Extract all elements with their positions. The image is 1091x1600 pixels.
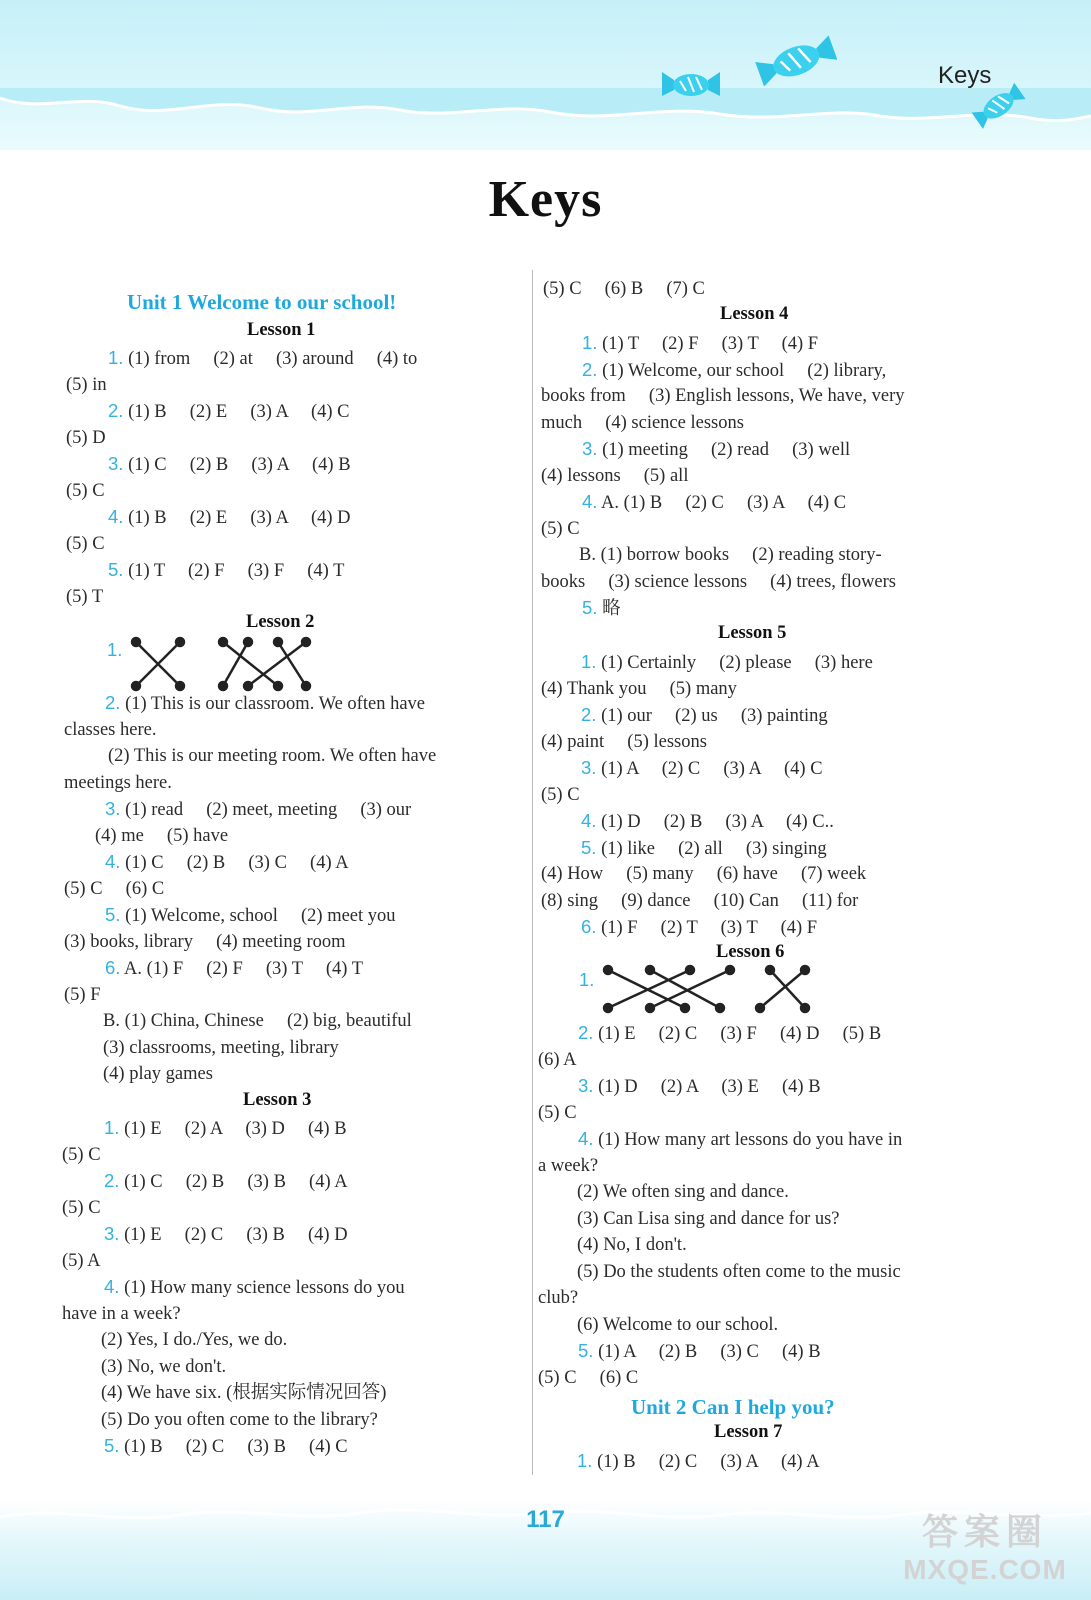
question-number: 3. [105,798,121,819]
answer-line [64,876,164,902]
question-number: 5. [104,1435,120,1456]
answer-line [66,425,106,451]
match-dot [176,638,184,646]
lesson-heading: Lesson 7 [714,1422,783,1442]
answer-line [62,1301,181,1327]
question-number: 4. [582,491,598,512]
answer-line [541,569,896,595]
answer-line [541,782,580,808]
answer-line [108,504,351,531]
answer-text: (1) C (2) B (3) C (4) A [120,853,349,873]
answer-line [577,1259,901,1285]
answer-line [108,557,344,584]
match-dot [681,1004,689,1012]
answer-text: (6) Welcome to our school. [577,1314,779,1335]
answer-text: (4) No, I don't. [577,1235,687,1255]
lesson-heading: Lesson 3 [243,1090,312,1110]
answer-text: (1) like (2) all (3) singing [596,838,827,859]
match-dot [244,682,252,690]
answer-line [577,1312,778,1338]
answer-text: (1) our (2) us (3) painting [596,706,828,726]
match-dot [726,966,734,974]
answer-text: (1) meeting (2) read (3) well [597,440,851,460]
answer-text: (1) T (2) F (3) T (4) F [597,334,819,354]
answer-line [105,796,411,823]
answer-line [577,1206,840,1232]
question-number: 3. [582,438,598,459]
answer-text: books from (3) English lessons, We have, very [541,386,905,406]
match-dot [756,1004,764,1012]
match-dot [219,638,227,646]
question-number: 3. [108,453,124,474]
answer-text: (1) E (2) C (3) B (4) D [119,1225,348,1245]
answer-text: (5) C [538,1102,577,1123]
answer-text: classes here. [64,719,157,740]
answer-line [538,1100,577,1126]
running-header: Keys [938,62,992,89]
answer-text: a week? [538,1155,599,1176]
question-number: 1. [107,639,123,660]
question-number: 5. [581,836,597,858]
answer-line [579,542,882,568]
answer-line [578,1338,821,1365]
answer-line [582,595,621,622]
answer-text: (3) books, library (4) meeting room [64,931,346,952]
lesson-heading: Lesson 4 [720,304,789,324]
answer-line [538,1285,578,1311]
answer-text: (1) read (2) meet, meeting (3) our [120,800,412,820]
answer-line [64,770,172,796]
answer-text: (1) F (2) T (3) T (4) F [596,918,818,938]
answer-text: (1) D (2) A (3) E (4) B [593,1077,821,1097]
answer-line [104,1433,348,1460]
answer-line [581,835,827,862]
lesson-heading: Lesson 5 [718,623,787,643]
answer-text: (5) Do the students often come to the music [577,1261,901,1282]
answer-text: (6) A [538,1049,577,1070]
answer-line [101,1327,287,1353]
answer-text: (1) How many science lessons do you [119,1278,405,1298]
answer-line [582,357,886,384]
answer-text: (5) A [62,1250,101,1271]
answer-text: (4) play games [103,1064,213,1084]
answer-text: A. (1) F (2) F (3) T (4) T [120,959,363,979]
answer-text: (1) Welcome, school (2) meet you [120,906,396,926]
question-number: 2. [108,400,124,421]
candy-icon [755,34,837,86]
answer-text: (5) Do you often come to the library? [101,1409,378,1430]
match-dot [274,638,282,646]
answer-text: (2) This is our meeting room. We often have [108,746,437,766]
answer-line [66,584,103,610]
match-dot [302,682,310,690]
lesson-heading: Lesson 1 [247,320,316,340]
answer-text: (3) Can Lisa sing and dance for us? [577,1208,840,1229]
match-dot [646,1004,654,1012]
answer-line [62,1195,101,1221]
question-number: 1. [582,332,598,353]
answer-line [581,755,823,782]
question-number: 3. [104,1223,120,1244]
answer-text: (8) sing (9) dance (10) Can (11) for [541,890,859,911]
answer-line [578,1020,881,1047]
answer-text: (5) C [66,533,105,554]
candy-icon [660,64,722,104]
answer-line [541,383,905,409]
answer-text: (4) me (5) have [95,825,229,846]
match-dot [646,966,654,974]
answer-line [101,1354,226,1380]
answer-line [538,1047,577,1073]
answer-text: (5) C (6) C [64,878,165,899]
answer-line [582,489,846,516]
question-number: 4. [581,810,597,831]
answer-text: (3) No, we don't. [101,1356,227,1377]
question-number: 2. [105,692,121,713]
question-number: 5. [578,1340,594,1361]
answer-line [541,861,866,887]
answer-text: (1) T (2) F (3) F (4) T [123,561,345,581]
question-number: 2. [104,1170,120,1191]
match-dot [132,682,140,690]
answer-text: (1) C (2) B (3) B (4) A [119,1172,348,1192]
lesson-heading: Lesson 2 [246,612,315,632]
question-number: 1. [108,347,124,368]
question-number: 1. [577,1450,593,1471]
answer-line [108,743,436,769]
question-number: 1. [581,651,597,672]
match-dot [274,682,282,690]
watermark: 答案圈 MXQE.COM [903,1511,1067,1585]
answer-line [541,410,744,436]
answer-text: (1) from (2) at (3) around (4) to [123,349,418,369]
answer-line [62,1248,101,1274]
matching-diagram [600,962,820,1016]
answer-text: much (4) science lessons [541,412,744,433]
page-title: Keys [488,171,603,228]
question-number: 1. [579,969,595,990]
answer-text: B. (1) China, Chinese (2) big, beautiful [103,1011,412,1031]
answer-line [103,1008,412,1034]
answer-line [582,330,818,357]
match-dot [766,966,774,974]
match-dot [604,1004,612,1012]
answer-line [538,1365,638,1391]
answer-text: (1) Welcome, our school (2) library, [597,360,887,381]
answer-text: (4) We have six. (根据实际情况回答) [101,1383,387,1403]
answer-line [541,888,858,914]
answer-text: (1) A (2) C (3) A (4) C [596,759,823,779]
answer-text: (1) How many art lessons do you have in [593,1130,903,1150]
answer-line [541,676,737,702]
answer-text: (5) C (6) C [538,1367,639,1388]
answer-line [66,372,107,398]
answer-text: (2) Yes, I do./Yes, we do. [101,1330,288,1350]
matching-diagram [128,636,318,692]
answer-line [578,1126,902,1153]
answer-line [101,1407,378,1433]
question-number: 5. [105,904,121,925]
answer-text: (1) D (2) B (3) A (4) C.. [596,812,834,832]
answer-text: (2) We often sing and dance. [577,1182,789,1202]
answer-line [541,463,688,489]
answer-line [103,1035,339,1061]
top-wave-decoration [0,88,1091,158]
match-dot [604,966,612,974]
answer-line [104,1274,405,1301]
answer-line [64,929,346,955]
answer-text: (3) classrooms, meeting, library [103,1037,339,1058]
answer-text: (1) This is our classroom. We often have [120,694,425,714]
match-dot [801,1004,809,1012]
answer-text: B. (1) borrow books (2) reading story- [579,545,882,565]
answer-line [95,823,228,849]
answer-text: (4) paint (5) lessons [541,731,707,752]
question-number: 2. [578,1022,594,1043]
answer-line [543,276,705,302]
answer-line [581,808,834,835]
question-number: 2. [582,358,598,380]
answer-line [577,1448,820,1475]
answer-text: (1) E (2) A (3) D (4) B [119,1119,347,1139]
answer-text: have in a week? [62,1303,181,1324]
answer-text: (4) How (5) many (6) have (7) week [541,864,867,884]
answer-text: (5) C [66,480,105,501]
question-number: 6. [105,957,121,978]
question-number: 1. [104,1117,120,1138]
match-dot [219,682,227,690]
answer-text: (4) lessons (5) all [541,465,689,486]
answer-line [108,398,350,425]
answer-line [581,914,817,941]
answer-text: A. (1) B (2) C (3) A (4) C [597,493,847,513]
answer-line [64,717,156,743]
answer-text: (5) C [541,784,580,805]
answer-text: (5) in [66,374,107,395]
answer-line [577,1179,789,1205]
match-dot [801,966,809,974]
match-dot [716,1004,724,1012]
question-number: 4. [578,1128,594,1149]
question-number: 3. [581,757,597,778]
answer-text: (5) C [541,518,580,539]
answer-text: (5) F [64,984,101,1005]
answer-text: club? [538,1288,579,1308]
answer-line [64,982,101,1008]
answer-line [105,690,425,717]
answer-line [577,1232,687,1258]
answer-text: (5) C (6) B (7) C [543,279,705,299]
answer-line [104,1115,347,1142]
answer-line [101,1380,386,1406]
answer-line [538,1153,598,1179]
answer-text: (5) C [62,1144,101,1165]
unit-heading: Unit 2 Can I help you? [631,1395,835,1419]
answer-text: (5) T [66,586,104,607]
answer-line [104,1221,348,1248]
answer-line [62,1142,101,1168]
answer-line [581,649,873,676]
answer-line [66,478,105,504]
answer-text: (5) D [66,427,106,448]
answer-text: (1) C (2) B (3) A (4) B [123,455,351,475]
answer-line [108,451,351,478]
answer-text: (1) B (2) E (3) A (4) C [123,402,350,422]
question-number: 5. [108,559,124,580]
answer-text: books (3) science lessons (4) trees, flowers [541,571,897,592]
question-number: 2. [581,704,597,725]
answer-text: (1) B (2) C (3) A (4) A [592,1452,820,1472]
answer-text: meetings here. [64,772,172,793]
column-divider [532,270,533,1475]
answer-line [108,345,417,372]
answer-line [105,902,396,929]
answer-line [103,1061,213,1087]
question-number: 6. [581,916,597,937]
answer-text: 略 [597,599,621,619]
answer-line [541,516,580,542]
lesson-heading: Lesson 6 [716,942,785,962]
answer-line [581,702,828,729]
answer-text: (1) E (2) C (3) F (4) D (5) B [593,1024,882,1044]
match-dot [132,638,140,646]
question-number: 4. [105,851,121,872]
answer-text: (1) B (2) E (3) A (4) D [123,508,351,528]
question-number: 4. [104,1276,120,1297]
question-number: 5. [582,597,598,618]
answer-text: (1) B (2) C (3) B (4) C [119,1437,348,1457]
answer-text: (1) Certainly (2) please (3) here [596,653,873,673]
answer-line [66,531,105,557]
question-number: 3. [578,1075,594,1096]
answer-text: (4) Thank you (5) many [541,678,737,699]
answer-text: (1) A (2) B (3) C (4) B [593,1342,821,1362]
answer-line [541,729,707,755]
unit-heading: Unit 1 Welcome to our school! [127,290,397,314]
page-number: 117 [526,1506,565,1533]
answer-line [105,849,349,876]
match-dot [686,966,694,974]
answer-line [104,1168,348,1195]
match-dot [244,638,252,646]
answer-line [105,955,363,982]
answer-line [582,436,850,463]
match-dot [176,682,184,690]
answer-line [578,1073,821,1100]
answer-text: (5) C [62,1197,101,1218]
match-dot [302,638,310,646]
question-number: 4. [108,506,124,527]
